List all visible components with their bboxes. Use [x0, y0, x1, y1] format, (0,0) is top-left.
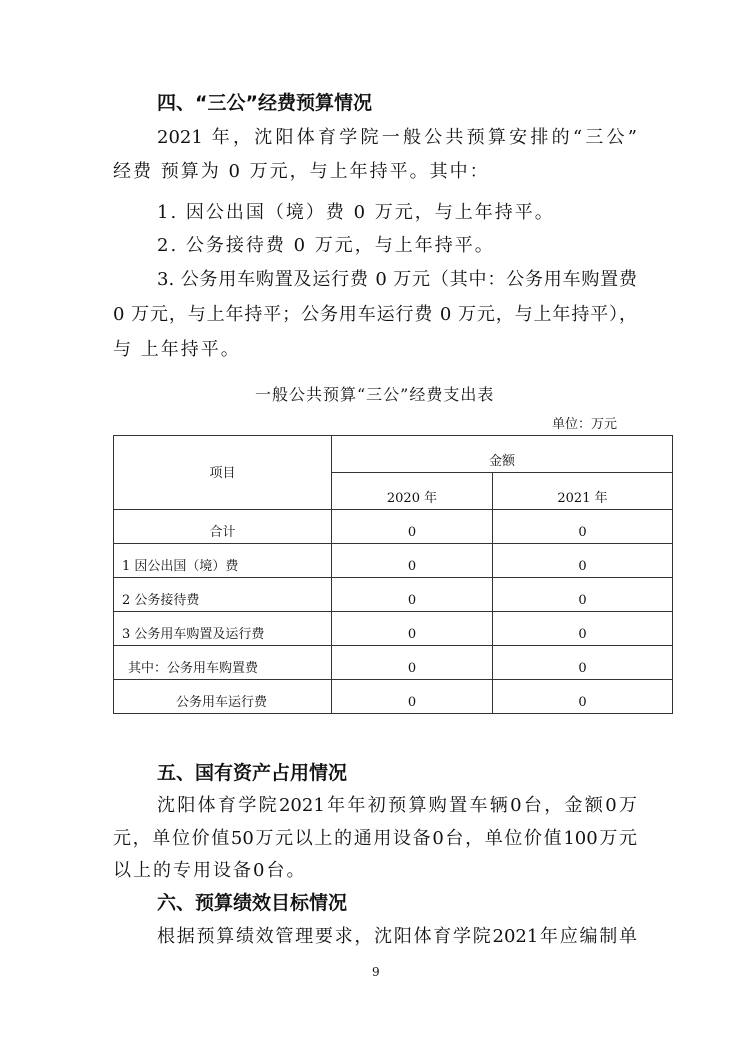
table-title: 一般公共预算“三公”经费支出表: [255, 385, 495, 404]
table-row: 合计 0 0: [114, 510, 673, 544]
section-6-heading: 六、预算绩效目标情况: [157, 892, 348, 914]
table-row: 2 公务接待费 0 0: [114, 578, 673, 612]
table-row: 其中：公务用车购置费 0 0: [114, 646, 673, 680]
paragraph-line: 以上的专用设备0台。: [113, 860, 307, 881]
expense-table: [113, 435, 673, 714]
table-row: 公务用车运行费 0 0: [114, 680, 673, 714]
section-4-heading: 四、“三公”经费预算情况: [157, 92, 372, 114]
paragraph-line: 元，单位价值50万元以上的通用设备0台，单位价值100万元: [113, 828, 637, 849]
table-row: 1 因公出国（境）费 0 0: [114, 544, 673, 578]
page-number: 9: [372, 965, 380, 979]
table-unit: 单位：万元: [552, 417, 618, 432]
paragraph-line: 2021 年，沈阳体育学院一般公共预算安排的“三公”: [157, 127, 637, 148]
paragraph-line: 沈阳体育学院2021年年初预算购置车辆0台，金额0万: [157, 795, 637, 816]
header-2020: 2020 年: [332, 473, 493, 510]
header-amount: 金额: [332, 436, 673, 473]
paragraph-line: 2. 公务接待费 0 万元，与上年持平。: [157, 235, 495, 256]
header-item: 项目: [114, 436, 332, 510]
paragraph-line: 经费 预算为 0 万元，与上年持平。其中：: [113, 161, 490, 182]
paragraph-line: 1. 因公出国（境）费 0 万元，与上年持平。: [157, 202, 555, 223]
table-row: 3 公务用车购置及运行费 0 0: [114, 612, 673, 646]
paragraph-line: 3. 公务用车购置及运行费 0 万元（其中：公务用车购置费: [157, 269, 637, 290]
paragraph-line: 0 万元，与上年持平；公务用车运行费 0 万元，与上年持平），: [113, 304, 637, 325]
header-2021: 2021 年: [493, 473, 673, 510]
section-5-heading: 五、国有资产占用情况: [157, 762, 348, 784]
paragraph-line: 根据预算绩效管理要求，沈阳体育学院2021年应编制单: [157, 926, 637, 947]
paragraph-line: 与 上年持平。: [113, 339, 241, 360]
